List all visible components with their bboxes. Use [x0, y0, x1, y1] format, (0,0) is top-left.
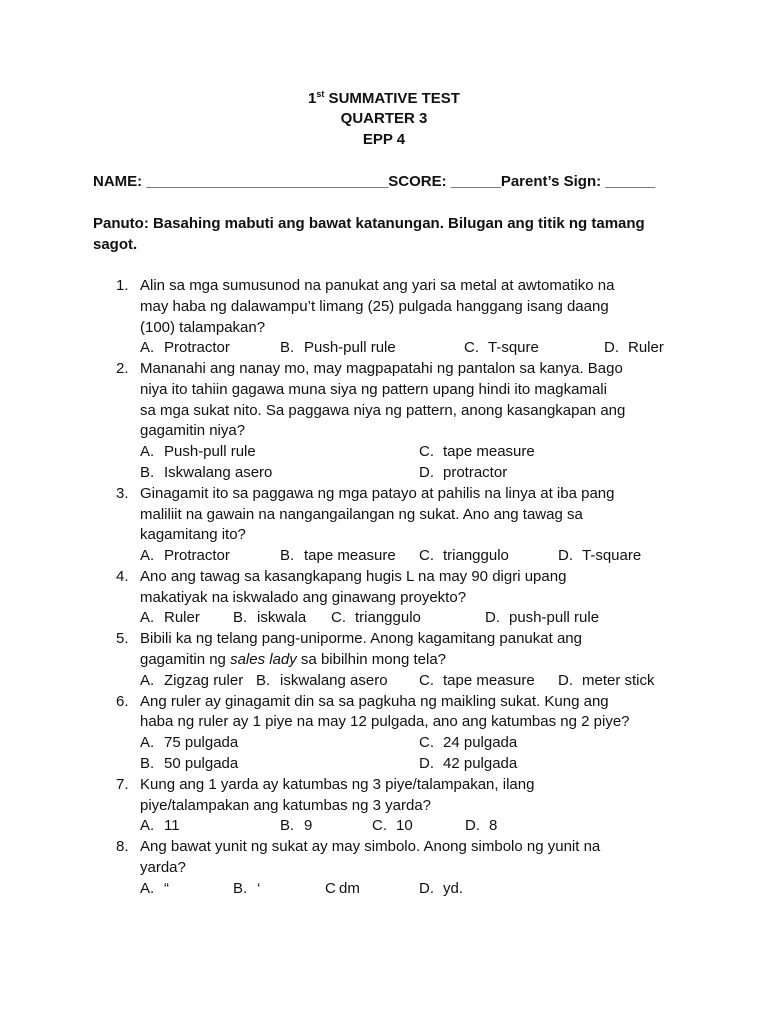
- option-c[interactable]: [325, 880, 360, 897]
- option-letter: B.: [280, 817, 295, 834]
- option-a[interactable]: [140, 880, 169, 897]
- option-letter: C.: [464, 339, 479, 356]
- question-number: 7.: [116, 776, 129, 793]
- option-a[interactable]: [140, 817, 180, 834]
- question-text-line: Ginagamit ito sa paggawa ng mga patayo at pahilis na linya at iba pang: [140, 485, 615, 502]
- option-letter: C.: [419, 443, 434, 460]
- option-text: T-squre: [488, 339, 539, 356]
- question-text-line: (100) talampakan?: [140, 319, 266, 336]
- option-letter: B.: [256, 672, 271, 689]
- option-c[interactable]: [419, 672, 535, 689]
- option-d[interactable]: [558, 672, 655, 689]
- question-text-line: sa mga sukat nito. Sa paggawa niya ng pattern, anong kasangkapan ang: [140, 402, 626, 419]
- question-text-line: piye/talampakan ang katumbas ng 3 yarda?: [140, 797, 432, 814]
- option-letter: A.: [140, 817, 155, 834]
- option-d[interactable]: [465, 817, 497, 834]
- option-c[interactable]: [372, 817, 413, 834]
- question-text-line: Ang ruler ay ginagamit din sa sa pagkuha ng maikling sukat. Kung ang: [140, 693, 609, 710]
- option-text: 75 pulgada: [164, 734, 239, 751]
- option-c[interactable]: [331, 609, 421, 626]
- option-letter: A.: [140, 880, 155, 897]
- option-letter: C.: [419, 672, 434, 689]
- option-text: 42 pulgada: [443, 755, 518, 772]
- option-letter: B.: [140, 755, 155, 772]
- option-b[interactable]: [280, 817, 312, 834]
- option-letter: B.: [280, 339, 295, 356]
- option-text: Push-pull rule: [304, 339, 396, 356]
- option-text: push-pull rule: [509, 609, 600, 626]
- option-text: 10: [396, 817, 413, 834]
- option-c[interactable]: [419, 443, 535, 460]
- option-text: ‘: [257, 880, 261, 897]
- option-d[interactable]: [558, 547, 641, 564]
- option-text: trianggulo: [355, 609, 421, 626]
- option-text: tape measure: [443, 672, 535, 689]
- question-text-line: may haba ng dalawampu’t limang (25) pulgada hanggang isang daang: [140, 298, 609, 315]
- option-text: tape measure: [443, 443, 535, 460]
- option-letter: B.: [233, 609, 248, 626]
- title-superscript: st: [316, 89, 325, 99]
- question-text-line: Bibili ka ng telang pang-uniporme. Anong kagamitang panukat ang: [140, 630, 582, 647]
- subject-label: EPP 4: [362, 131, 406, 148]
- option-text: Ruler: [164, 609, 200, 626]
- option-letter: D.: [419, 880, 434, 897]
- option-a[interactable]: [140, 547, 230, 564]
- option-text: yd.: [443, 880, 464, 897]
- question-number: 2.: [116, 360, 129, 377]
- option-text: tape measure: [304, 547, 396, 564]
- option-text: Iskwalang asero: [164, 464, 273, 481]
- question-text-line: haba ng ruler ay 1 piye na may 12 pulgada, ano ang katumbas ng 2 piye?: [140, 713, 630, 730]
- title-ordinal: 1: [308, 90, 317, 107]
- option-b[interactable]: [140, 464, 272, 481]
- option-letter: C: [325, 880, 336, 897]
- question-number: 1.: [116, 277, 129, 294]
- question-text-line: kagamitang ito?: [140, 526, 246, 543]
- option-d[interactable]: [419, 755, 517, 772]
- option-a[interactable]: [140, 609, 200, 626]
- option-text: iskwala: [257, 609, 307, 626]
- question-text-line: yarda?: [140, 859, 186, 876]
- option-c[interactable]: [464, 339, 539, 356]
- option-text: Push-pull rule: [164, 443, 256, 460]
- question-text-segment: gagamitin ng: [140, 651, 231, 668]
- option-text: “: [164, 880, 169, 897]
- option-letter: A.: [140, 443, 155, 460]
- question-text-line: Ano ang tawag sa kasangkapang hugis L na may 90 digri upang: [140, 568, 567, 585]
- option-d[interactable]: [419, 880, 463, 897]
- option-letter: D.: [485, 609, 500, 626]
- option-letter: B.: [233, 880, 248, 897]
- question-text-line: [140, 651, 446, 668]
- option-b[interactable]: [280, 547, 396, 564]
- option-a[interactable]: [140, 672, 243, 689]
- question-number: 8.: [116, 838, 129, 855]
- option-letter: A.: [140, 609, 155, 626]
- quarter-label: QUARTER 3: [340, 110, 428, 127]
- option-text: protractor: [443, 464, 508, 481]
- option-letter: D.: [558, 547, 573, 564]
- option-letter: C.: [419, 547, 434, 564]
- question-number: 5.: [116, 630, 129, 647]
- option-text: Ruler: [628, 339, 664, 356]
- question-text-line: makatiyak na iskwalado ang ginawang proyekto?: [140, 589, 467, 606]
- option-d[interactable]: [604, 339, 664, 356]
- title-rest: SUMMATIVE TEST: [324, 90, 460, 107]
- option-letter: D.: [465, 817, 480, 834]
- option-text: dm: [339, 880, 360, 897]
- option-letter: D.: [604, 339, 619, 356]
- option-letter: D.: [558, 672, 573, 689]
- option-letter: A.: [140, 672, 155, 689]
- option-letter: B.: [140, 464, 155, 481]
- option-text: iskwalang asero: [280, 672, 388, 689]
- option-text: trianggulo: [443, 547, 509, 564]
- option-text: Protractor: [164, 547, 230, 564]
- option-letter: A.: [140, 547, 155, 564]
- page-title: [0, 90, 768, 107]
- question-text-line: Ang bawat yunit ng sukat ay may simbolo. Anong simbolo ng yunit na: [140, 838, 601, 855]
- question-number: 6.: [116, 693, 129, 710]
- name-score-sign-line: NAME: _____________________________SCORE: ______Parent’s Sign: ______: [93, 173, 656, 190]
- option-letter: C.: [331, 609, 346, 626]
- option-text: Zigzag ruler: [164, 672, 244, 689]
- option-letter: A.: [140, 339, 155, 356]
- question-number: 3.: [116, 485, 129, 502]
- option-c[interactable]: [419, 734, 517, 751]
- option-text: Protractor: [164, 339, 230, 356]
- option-text: 9: [304, 817, 313, 834]
- option-letter: C.: [419, 734, 434, 751]
- option-a[interactable]: [140, 339, 230, 356]
- option-letter: A.: [140, 734, 155, 751]
- option-b[interactable]: [233, 609, 306, 626]
- question-number: 4.: [116, 568, 129, 585]
- option-b[interactable]: [280, 339, 396, 356]
- option-d[interactable]: [485, 609, 599, 626]
- option-a[interactable]: [140, 734, 238, 751]
- question-text-italic: sales lady: [230, 651, 297, 668]
- instructions: Panuto: Basahing mabuti ang bawat katanungan. Bilugan ang titik ng tamang sagot.: [93, 215, 645, 253]
- option-text: 8: [489, 817, 498, 834]
- option-text: meter stick: [582, 672, 655, 689]
- option-b[interactable]: [140, 755, 238, 772]
- question-text-line: Mananahi ang nanay mo, may magpapatahi ng pantalon sa kanya. Bago: [140, 360, 623, 377]
- option-a[interactable]: [140, 443, 256, 460]
- option-b[interactable]: [256, 672, 388, 689]
- question-text-line: niya ito tahiin gagawa muna siya ng pattern upang hindi ito magkamali: [140, 381, 607, 398]
- option-text: 24 pulgada: [443, 734, 518, 751]
- question-text-segment: sa bibilhin mong tela?: [296, 651, 447, 668]
- option-letter: B.: [280, 547, 295, 564]
- question-text-line: gagamitin niya?: [140, 422, 246, 439]
- question-text-line: Alin sa mga sumusunod na panukat ang yari sa metal at awtomatiko na: [140, 277, 615, 294]
- option-text: T-square: [582, 547, 642, 564]
- option-b[interactable]: [233, 880, 260, 897]
- option-letter: C.: [372, 817, 387, 834]
- option-letter: D.: [419, 755, 434, 772]
- option-text: 11: [164, 817, 180, 834]
- option-letter: D.: [419, 464, 434, 481]
- option-c[interactable]: [419, 547, 509, 564]
- question-text-line: Kung ang 1 yarda ay katumbas ng 3 piye/talampakan, ilang: [140, 776, 535, 793]
- option-text: 50 pulgada: [164, 755, 239, 772]
- question-text-line: maliliit na gawain na nangangailangan ng sukat. Ano ang tawag sa: [140, 506, 583, 523]
- option-d[interactable]: [419, 464, 507, 481]
